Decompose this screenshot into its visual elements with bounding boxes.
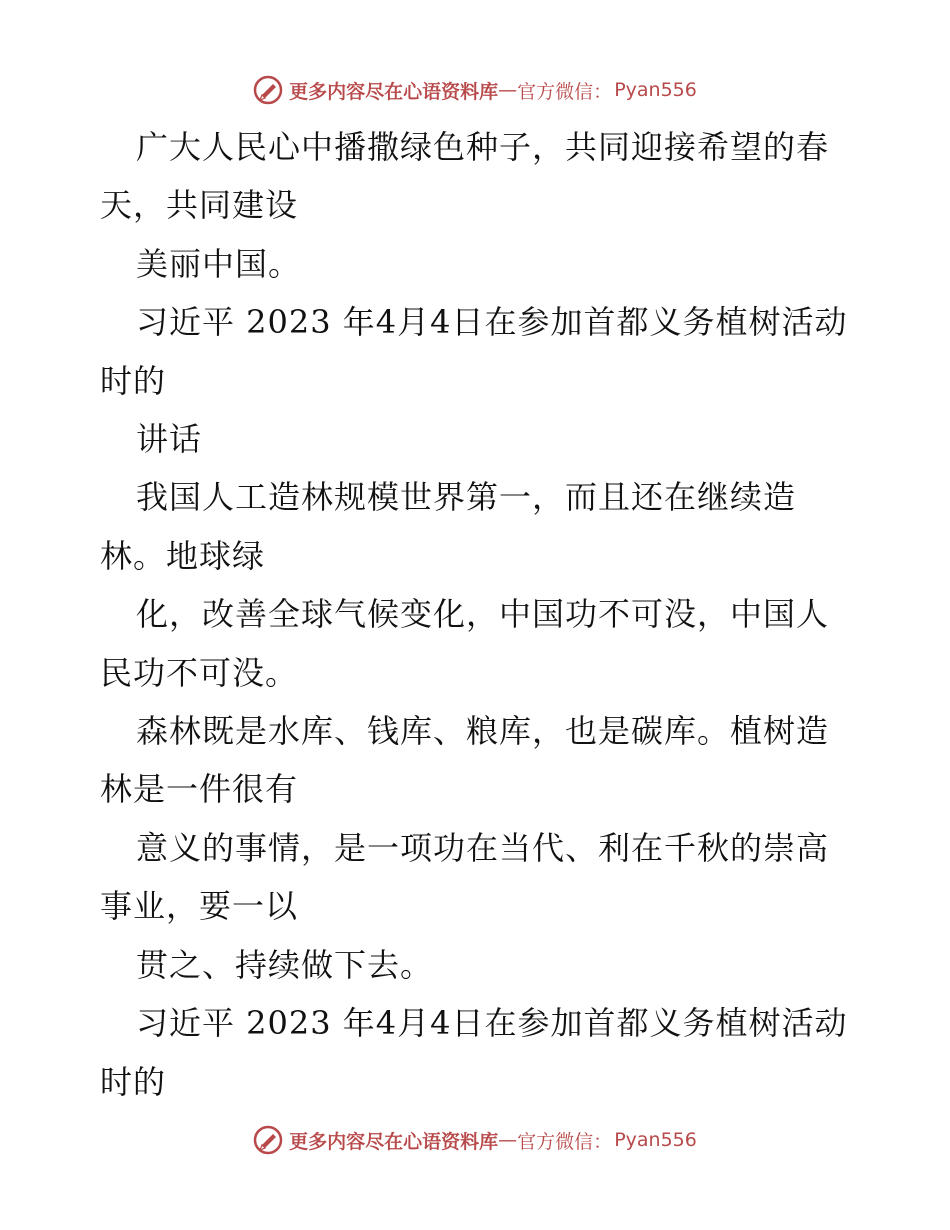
- banner-dash: —: [498, 1129, 518, 1151]
- footer-watermark: [0, 1124, 950, 1156]
- paragraph: 广大人民心中播撒绿色种子，共同迎接希望的春天，共同建设: [100, 128, 830, 225]
- paragraph: 贯之、持续做下去。: [136, 945, 434, 984]
- document-body: [100, 118, 860, 1111]
- banner-dash: —: [498, 79, 518, 101]
- banner-wechat-label: 官方微信：: [517, 80, 613, 103]
- header-watermark: [0, 74, 950, 106]
- paragraph: 意义的事情，是一项功在当代、利在千秋的崇高事业，要一以: [100, 828, 830, 926]
- banner-title: 更多内容尽在心语资料库: [289, 80, 499, 103]
- paragraph: 化，改善全球气候变化，中国功不可没，中国人民功不可没。: [100, 595, 830, 692]
- paragraph: 美丽中国。: [136, 244, 302, 283]
- paragraph: 森林既是水库、钱库、粮库，也是碳库。植树造林是一件很有: [100, 712, 830, 809]
- paragraph: 习近平 2023 年4月4日在参加首都义务植树活动时的: [100, 1004, 848, 1101]
- paragraph: 我国人工造林规模世界第一，而且还在继续造林。地球绿: [100, 478, 797, 575]
- banner-title: 更多内容尽在心语资料库: [289, 1130, 499, 1153]
- banner-wechat-id: Pyan556: [614, 1129, 697, 1151]
- paragraph: 讲话: [136, 420, 203, 459]
- banner-wechat-id: Pyan556: [614, 79, 697, 101]
- pen-logo-icon: [253, 1125, 283, 1155]
- banner-wechat-label: 官方微信：: [517, 1130, 613, 1153]
- paragraph: 习近平 2023 年4月4日在参加首都义务植树活动时的: [100, 303, 848, 400]
- pen-logo-icon: [253, 75, 283, 105]
